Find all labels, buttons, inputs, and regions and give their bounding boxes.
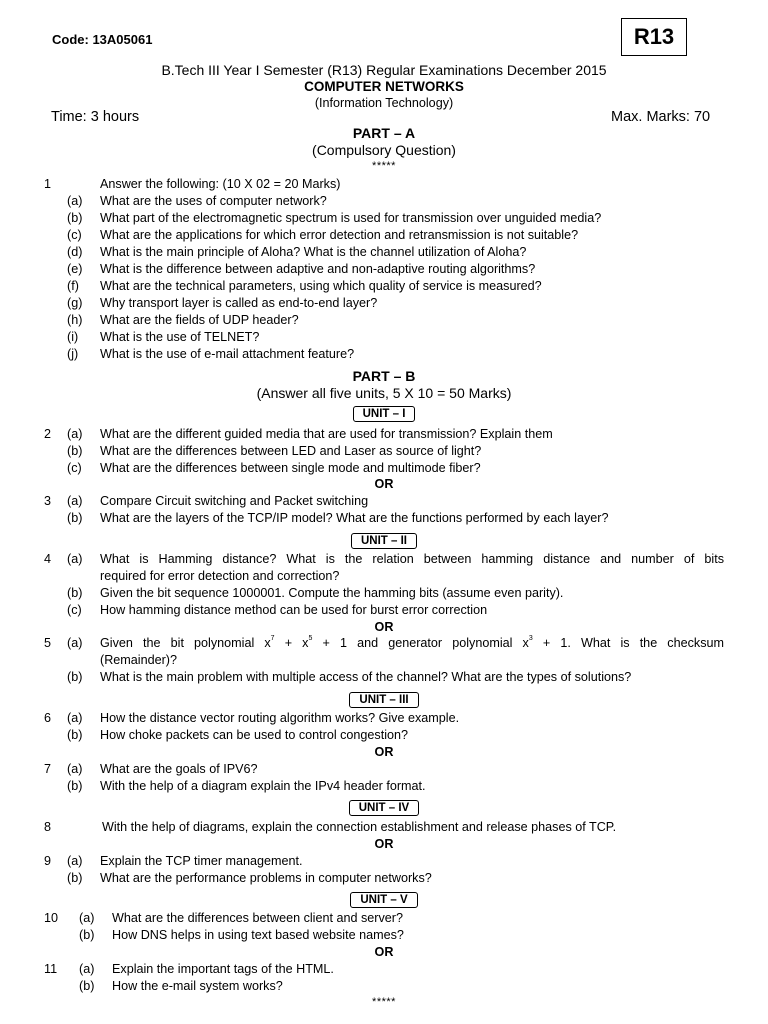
time-label: Time: 3 hours [51, 109, 140, 125]
or-separator: OR [374, 477, 394, 491]
sub-label: (c) [67, 228, 82, 242]
sub-label: (a) [67, 194, 83, 208]
question-text: Explain the important tags of the HTML. [112, 962, 334, 976]
question-number: 5 [44, 636, 52, 650]
max-marks-label: Max. Marks: 70 [611, 109, 711, 125]
question-text: What is Hamming distance? What is the relation between hamming distance and number of bits [100, 552, 724, 566]
sub-label: (d) [67, 245, 83, 259]
question-text: How hamming distance method can be used for burst error correction [100, 603, 488, 617]
question-text: With the help of diagrams, explain the connection establishment and release phases of TCP. [102, 820, 617, 834]
question-number: 1 [44, 177, 52, 191]
question-row [0, 461, 768, 478]
question-row [0, 494, 768, 511]
question-text: What are the layers of the TCP/IP model? What are the functions performed by each layer? [100, 511, 609, 525]
question-number: 8 [44, 820, 52, 834]
question-row [0, 245, 768, 262]
question-row [0, 820, 768, 837]
question-text: What are the differences between LED and Laser as source of light? [100, 444, 482, 458]
unit-heading [0, 692, 768, 708]
question-row [0, 871, 768, 888]
sub-label: (h) [67, 313, 83, 327]
question-text: What are the uses of computer network? [100, 194, 327, 208]
question-row [0, 330, 768, 347]
sub-label: (b) [67, 779, 83, 793]
sub-label: (g) [67, 296, 83, 310]
question-row [0, 854, 768, 871]
sub-label: (c) [67, 461, 82, 475]
exam-title: B.Tech III Year I Semester (R13) Regular Examinations December 2015 [161, 62, 607, 78]
text-fragment: Given the bit polynomial x [100, 636, 271, 650]
question-number: 11 [44, 962, 58, 976]
question-text: What part of the electromagnetic spectrum is used for transmission over unguided media? [100, 211, 602, 225]
branch-label: (Information Technology) [314, 96, 454, 110]
question-row [0, 296, 768, 313]
question-row [0, 979, 768, 996]
question-row [0, 444, 768, 461]
question-text: Given the bit sequence 1000001. Compute the hamming bits (assume even parity). [100, 586, 564, 600]
question-row [0, 586, 768, 603]
question-text: What are the differences between client and server? [112, 911, 403, 925]
question-text: What is the use of e-mail attachment feature? [100, 347, 355, 361]
question-text [100, 636, 724, 650]
question-number: 6 [44, 711, 52, 725]
question-text-continued: (Remainder)? [100, 653, 177, 667]
sub-label: (a) [67, 762, 83, 776]
sub-label: (b) [67, 670, 83, 684]
sub-label: (j) [67, 347, 79, 361]
end-stars: ***** [372, 996, 396, 1008]
sub-label: (a) [79, 911, 95, 925]
question-row [0, 603, 768, 620]
regulation-badge: R13 [621, 18, 687, 56]
paper-code: Code: 13A05061 [52, 32, 153, 47]
unit-heading [0, 533, 768, 549]
question-number: 3 [44, 494, 52, 508]
unit-heading [0, 406, 768, 422]
question-row [0, 228, 768, 245]
or-separator: OR [374, 745, 394, 759]
question-row [0, 569, 768, 586]
sub-label: (b) [67, 444, 83, 458]
question-row [0, 636, 768, 653]
sub-label: (b) [67, 586, 83, 600]
sub-label: (i) [67, 330, 79, 344]
question-text: What are the different guided media that are used for transmission? Explain them [100, 427, 553, 441]
exponent: 7 [270, 635, 275, 642]
question-row [0, 962, 768, 979]
question-row [0, 779, 768, 796]
question-text: What are the goals of IPV6? [100, 762, 258, 776]
unit-label: UNIT – IV [349, 800, 419, 816]
subject-title: COMPUTER NETWORKS [304, 79, 464, 94]
question-text: What is the use of TELNET? [100, 330, 260, 344]
question-text: With the help of a diagram explain the IPv4 header format. [100, 779, 426, 793]
part-a-subtitle: (Compulsory Question) [312, 142, 456, 158]
sub-label: (e) [67, 262, 83, 276]
question-row [0, 177, 768, 194]
question-text: How choke packets can be used to control congestion? [100, 728, 409, 742]
question-text: Explain the TCP timer management. [100, 854, 303, 868]
question-number: 7 [44, 762, 52, 776]
sub-label: (a) [67, 636, 83, 650]
sub-label: (a) [67, 854, 83, 868]
sub-label: (b) [67, 211, 83, 225]
question-row [0, 262, 768, 279]
sub-label: (b) [67, 871, 83, 885]
sub-label: (b) [67, 728, 83, 742]
question-text: What are the performance problems in computer networks? [100, 871, 432, 885]
sub-label: (a) [67, 552, 83, 566]
sub-label: (b) [79, 928, 95, 942]
question-row [0, 279, 768, 296]
or-separator: OR [374, 945, 394, 959]
sub-label: (f) [67, 279, 79, 293]
sub-label: (a) [67, 427, 83, 441]
question-row [0, 347, 768, 364]
question-row [0, 928, 768, 945]
question-row [0, 427, 768, 444]
unit-label: UNIT – V [350, 892, 417, 908]
part-b-subtitle: (Answer all five units, 5 X 10 = 50 Marks) [256, 385, 512, 401]
question-number: 2 [44, 427, 52, 441]
question-row [0, 670, 768, 687]
question-number: 9 [44, 854, 52, 868]
question-row [0, 194, 768, 211]
unit-label: UNIT – II [351, 533, 417, 549]
question-text: How the e-mail system works? [112, 979, 283, 993]
part-a-stars: ***** [372, 160, 396, 172]
question-row [0, 711, 768, 728]
question-text: Answer the following: (10 X 02 = 20 Marks) [100, 177, 341, 191]
question-text: What is the main principle of Aloha? What is the channel utilization of Aloha? [100, 245, 527, 259]
question-row [0, 762, 768, 779]
sub-label: (a) [67, 494, 83, 508]
question-row [0, 211, 768, 228]
sub-label: (b) [67, 511, 83, 525]
sub-label: (b) [79, 979, 95, 993]
text-fragment: + 1. What is the checksum [532, 636, 725, 650]
sub-label: (a) [79, 962, 95, 976]
unit-label: UNIT – I [353, 406, 416, 422]
text-fragment: + 1 and generator polynomial x [312, 636, 529, 650]
exponent: 5 [308, 635, 313, 642]
question-row [0, 911, 768, 928]
question-row [0, 552, 768, 569]
question-text: What are the applications for which error detection and retransmission is not suitable? [100, 228, 579, 242]
question-row [0, 728, 768, 745]
exponent: 3 [528, 635, 533, 642]
or-separator: OR [374, 620, 394, 634]
question-text-continued: required for error detection and correction? [100, 569, 340, 583]
text-fragment: + x [274, 636, 309, 650]
unit-label: UNIT – III [349, 692, 418, 708]
question-text: Why transport layer is called as end-to-end layer? [100, 296, 378, 310]
unit-heading [0, 892, 768, 908]
question-text: What is the difference between adaptive and non-adaptive routing algorithms? [100, 262, 536, 276]
question-text: How DNS helps in using text based website names? [112, 928, 404, 942]
question-text: What are the differences between single mode and multimode fiber? [100, 461, 481, 475]
question-text: How the distance vector routing algorithm works? Give example. [100, 711, 460, 725]
question-text: Compare Circuit switching and Packet switching [100, 494, 369, 508]
unit-heading [0, 800, 768, 816]
sub-label: (c) [67, 603, 82, 617]
question-text: What is the main problem with multiple access of the channel? What are the types of solutions? [100, 670, 632, 684]
question-row [0, 313, 768, 330]
question-number: 4 [44, 552, 52, 566]
question-row [0, 511, 768, 528]
question-text: What are the technical parameters, using which quality of service is measured? [100, 279, 542, 293]
question-row [0, 653, 768, 670]
question-number: 10 [44, 911, 59, 925]
question-text: What are the fields of UDP header? [100, 313, 299, 327]
part-b-title: PART – B [352, 368, 416, 384]
part-a-title: PART – A [352, 125, 416, 141]
sub-label: (a) [67, 711, 83, 725]
or-separator: OR [374, 837, 394, 851]
